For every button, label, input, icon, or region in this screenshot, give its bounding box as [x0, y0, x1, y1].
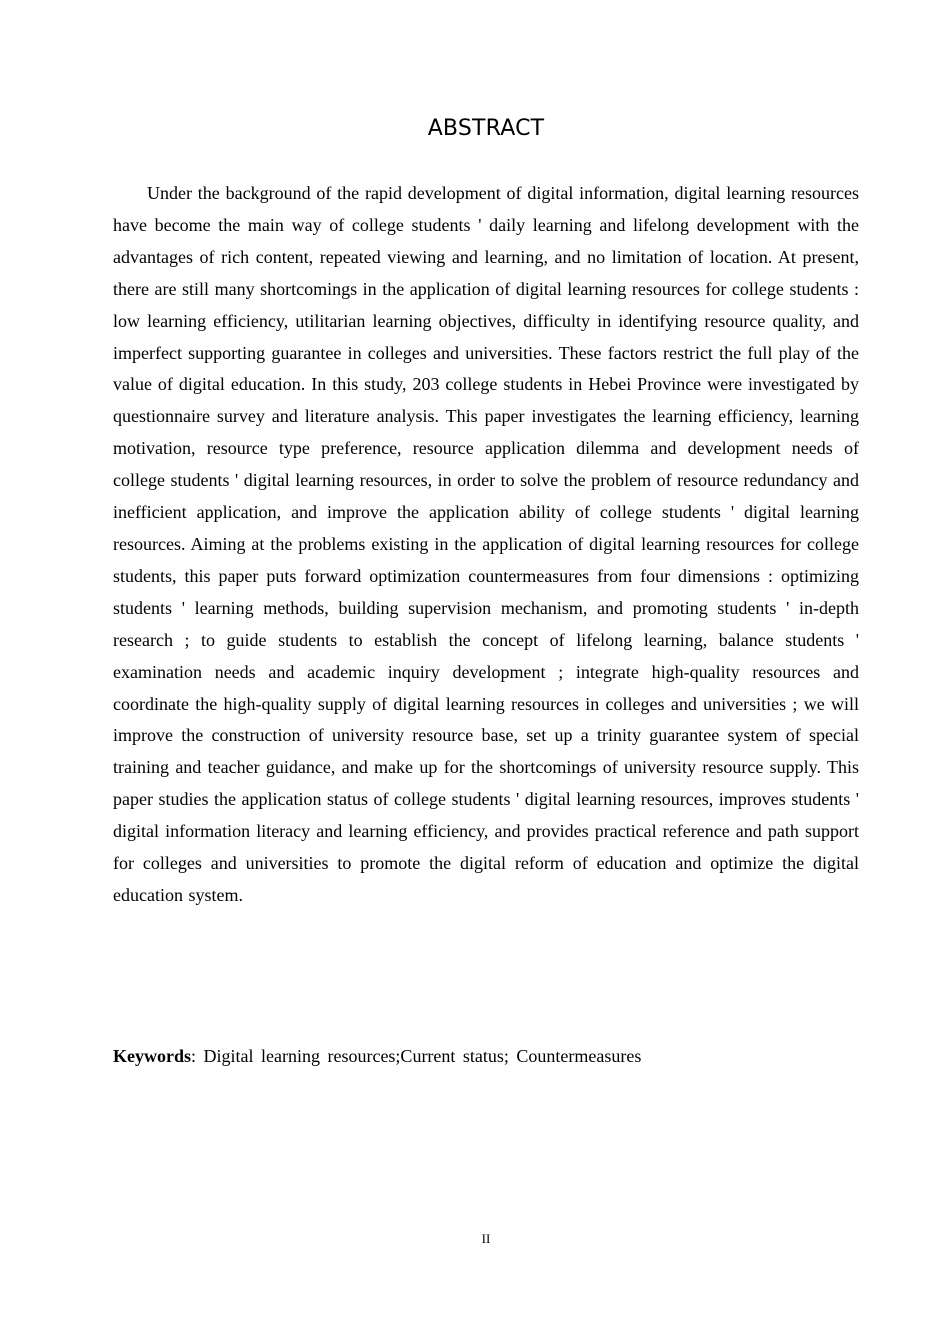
abstract-paragraph: Under the background of the rapid development of digital information, digital learning resources have become the main way of college students ' daily learning and lifelong development with the advantages of rich content, repeated viewing and learning, and no limitation of location. At present, there are still many shortcomings in the application of digital learning resources for college students : low learning efficiency, utilitarian learning objectives, difficulty in identifying resource quality, and imperfect supporting guarantee in colleges and universities. These factors restrict the full play of the value of digital education. In this study, 203 college students in Hebei Province were investigated by questionnaire survey and literature analysis. This paper investigates the learning efficiency, learning motivation, resource type preference, resource application dilemma and development needs of college students ' digital learning resources, in order to solve the problem of resource redundancy and inefficient application, and improve the application ability of college students ' digital learning resources. Aiming at the problems existing in the application of digital learning resources for college students, this paper puts forward optimization countermeasures from four dimensions : optimizing students ' learning methods, building supervision mechanism, and promoting students ' in-depth research ; to guide students to establish the concept of lifelong learning, balance students ' examination needs and academic inquiry development ; integrate high-quality resources and coordinate the high-quality supply of digital learning resources in colleges and universities ; we will improve the construction of university resource base, set up a trinity guarantee system of special training and teacher guidance, and make up for the shortcomings of university resource supply. This paper studies the application status of college students ' digital learning resources, improves students ' digital information literacy and learning efficiency, and provides practical reference and path support for colleges and universities to promote the digital reform of education and optimize the digital education system. [113, 183, 860, 905]
keywords-label: Keywords [113, 1046, 191, 1066]
page-title: ABSTRACT [427, 116, 545, 141]
keywords-line [113, 1040, 859, 1072]
keywords-text: : Digital learning resources;Current status; Countermeasures [191, 1046, 642, 1066]
page-number: II [481, 1231, 491, 1246]
